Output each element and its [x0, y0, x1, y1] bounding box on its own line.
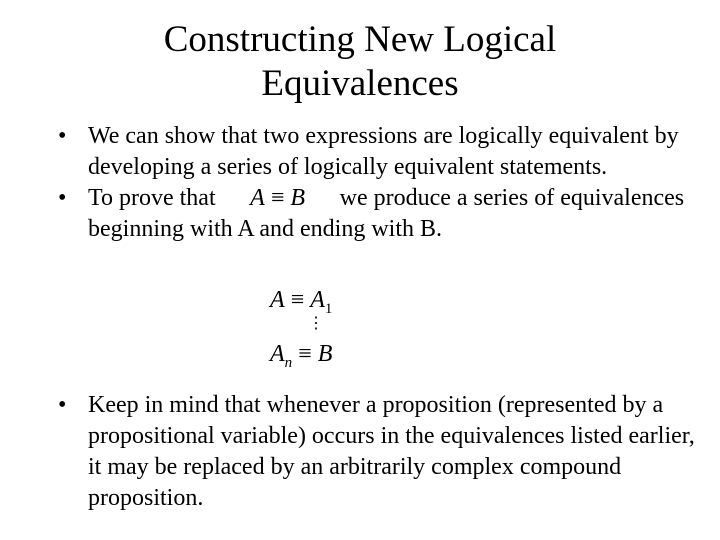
bullet-2-before: To prove that	[88, 185, 216, 211]
equivalence-row-2	[270, 341, 332, 372]
equivalence-row-1	[270, 287, 332, 318]
row1-op: ≡	[290, 287, 305, 313]
bullet-list	[58, 121, 698, 245]
bullet-text-1: We can show that two expressions are logically equivalent by developing a series of logically equivalent statements.	[88, 123, 679, 180]
bullet-list-2	[58, 390, 698, 514]
bullet-2-after: we produce a series of equivalences beginning with A and ending with B.	[88, 185, 685, 242]
bullet-marker: •	[58, 123, 67, 149]
row2-rhs: B	[317, 341, 333, 367]
row2-lhs: A	[270, 341, 285, 367]
math-rhs: B	[290, 185, 306, 211]
math-op: ≡	[270, 185, 285, 211]
math-expression-a-equiv-b	[222, 183, 334, 214]
bullet-marker: •	[58, 392, 67, 418]
bullet-text-3: Keep in mind that whenever a proposition (represented by a propositional variable) occurs in the equivalences listed earlier, it may be replaced by an arbitrarily complex compound proposition.	[88, 392, 695, 511]
bullet-text-2	[88, 183, 698, 245]
row2-op: ≡	[298, 341, 312, 367]
row2-lhs-sub: n	[284, 354, 293, 371]
title-line-1: Constructing New Logical	[163, 19, 557, 60]
title-line-2: Equivalences	[261, 63, 459, 104]
row1-lhs: A	[270, 287, 285, 313]
bullet-item-2	[58, 183, 698, 245]
vertical-dots: ⋮	[308, 315, 324, 332]
slide-title	[0, 18, 720, 106]
bullet-marker: •	[58, 185, 67, 211]
row1-rhs-sub: 1	[324, 300, 333, 317]
equivalence-chain	[270, 287, 390, 371]
bullet-item-1	[58, 121, 698, 183]
math-lhs: A	[250, 185, 265, 211]
bullet-item-3	[58, 390, 698, 514]
row1-rhs: A	[310, 287, 325, 313]
